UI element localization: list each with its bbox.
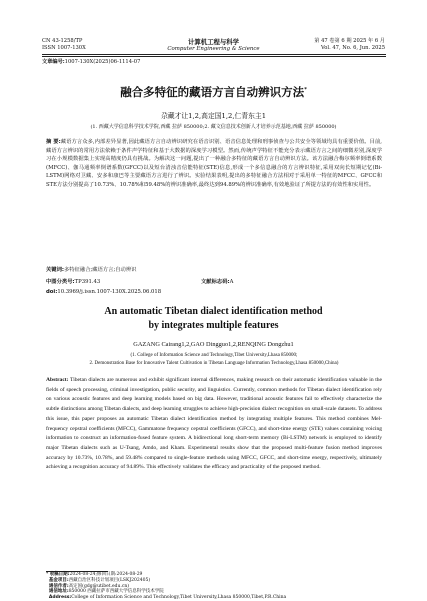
cn-authors: 尕藏才让1,2,高定国1,2,仁青东主1 [160, 112, 267, 120]
received-label: 收稿日期: [49, 572, 70, 577]
header-rule [42, 54, 386, 55]
issue-info [314, 38, 385, 52]
doc-code [201, 277, 233, 285]
fund-label: 基金项目: [48, 577, 69, 583]
cn-keywords [46, 265, 136, 273]
cn-abstract [46, 138, 382, 190]
cn-title-text: 融合多特征的藏语方言自动辨识方法 [120, 85, 305, 99]
en-title-line-2: by integrates multiple features [148, 320, 279, 331]
article-number-value: 1007-130X(2025)06-1114-07 [64, 59, 141, 65]
en-affiliation-line-2: 2. Demonstration Base for Innovative Talent Cultivation in Tibetan Language Information Technology,Lhasa 850000,China) [89, 360, 339, 366]
en-authors: GAZANG Cairang1,2,GAO Dingguo1,2,RENQING Dongzhu1 [133, 341, 294, 348]
cn-abstract-text: 藏语方言众多,内部差异显著,因此藏语方言自动辨识研究在语音识别、语音信息处理和刑事侦查与公共安全等领域均具有重要价值。目前,藏语方言辨识的常用方法依赖于条件声学特征和基于大数据的深度学习模型。然而,传统声学特征不能充分表示藏语方言之间的细微差别,深度学习在小规模数据集上实现高精度仍具有挑战。为解决这一问题,提出了一种融合多特征的藏语方言自动辨识方法。该方法融合梅尔频率倒谱系数(MFCC)、伽马通频率倒谱系数(GFCC)以及短台清浊音信能特征(STE)信息,形成一个多信息融合的方言辨识特征,采用双向长短期记忆(Bi-LSTM)网络对卫藏、安多和康巴等主要藏语方言进行了辨识。实验结果表明,提出的多特征融合方法相对于采用单一特征的MFCC、GFCC和STE方法分别提高了10.73%、10.78%和59.48%的辨识准确率,最终达到94.89%的辨识准确率,有效地验证了所提方法的有效性和实用性。 [46, 139, 382, 188]
page-header [0, 0, 427, 60]
en-title-line-1: An automatic Tibetan dialect identification method [104, 306, 323, 317]
clc-label: 中图分类号: [46, 279, 75, 285]
fund-value: 西藏自治区科技计划项目(LSKJ202405) [68, 577, 151, 583]
address-en-label: Address: [48, 595, 72, 601]
address-en-value: College of Information Science and Technology,Tibet University,Lhasa 850000,Tibet,P.R.China [71, 595, 287, 601]
en-abstract [46, 376, 382, 473]
issue-info-cn: 第 47 卷第 6 期 2025 年 6 月 [314, 38, 385, 44]
address-cn-label: 通信地址: [48, 589, 69, 595]
footnote-received: * 收稿日期:2024-08-24;修回日期:2024-08-29 [46, 572, 143, 577]
contact-label: 通信作者: [48, 583, 69, 589]
doc-code-label: 文献标志码: [201, 279, 230, 285]
cn-keywords-label: 关键词: [46, 267, 65, 273]
header-rule-2 [42, 56, 386, 57]
cn-title [0, 84, 427, 100]
doi [46, 289, 161, 295]
article-number-label: 文章编号: [42, 59, 65, 65]
issue-info-en: Vol. 47, No. 6, Jun. 2025 [321, 45, 385, 51]
en-abstract-label: Abstract: [46, 377, 69, 383]
cn-abstract-label: 摘 要: [46, 139, 61, 145]
received-value: 2024-08-24;修回日期:2024-08-29 [69, 572, 143, 577]
address-cn-value: 850000 西藏拉萨市西藏大学信息科学技术学院 [68, 589, 164, 595]
doi-value: 10.3969/j.issn.1007-130X.2025.06.018 [57, 289, 162, 295]
cn-affiliation: (1. 西藏大学信息科学技术学院,西藏 拉萨 850000;2. 藏文信息技术创新人才培养示范基地,西藏 拉萨 850000) [90, 124, 337, 130]
en-affiliation [46, 352, 382, 367]
footnote-address-en [46, 595, 386, 601]
en-affiliation-line-1: (1. College of Information Science and Technology,Tibet University,Lhasa 850000; [130, 353, 298, 358]
article-number [42, 58, 140, 65]
en-title [0, 305, 427, 333]
en-abstract-text: Tibetan dialects are numerous and exhibit significant internal differences, making research on their automatic identification valuable in the fields of speech processing, criminal investigation, public security, and linguistics. Currently, common methods for Tibetan dialect identification rely on various acoustic features and deep learning models based on big data. However, traditional acoustic features fail to effectively characterize the subtle distinctions among Tibetan dialects, and deep learning struggles to achieve high-precision dialect recognition on small-scale datasets. To address this issue, this paper proposes an automatic Tibetan dialect identification method by integrating multiple features. This method combines Mel-frequency cepstral coefficients (MFCC), Gammatone frequency cepstral coefficients (GFCC), and short-time energy (STE) values containing voicing information to construct an information-fused feature system. A bidirectional long short-term memory (Bi-LSTM) network is employed to identify major Tibetan dialects such as U-Tsang, Amdo, and Kham. Experimental results show that the proposed multi-feature fusion method improves accuracy by 10.73%, 10.78%, and 59.48% compared to single-feature methods using MFCC, GFCC, and short-time energy, respectively, ultimately achieving a recognition accuracy of 94.89%. This effectively validates the efficacy and practicality of the proposed method. [46, 377, 383, 471]
journal-name-en: Computer Engineering & Science [167, 46, 260, 52]
cn-title-mark: * [304, 87, 307, 94]
cn-code: CN 43-1258/TP [42, 38, 83, 44]
footnotes [46, 572, 386, 601]
cn-keywords-text: 多特征融合;藏语方言;自动辨识 [64, 267, 137, 273]
doc-code-value: A [229, 279, 234, 285]
cn-classification [46, 277, 346, 285]
clc-value: TP391.43 [74, 279, 101, 285]
contact-value: 高定国(gdg@utibet.edu.cn) [68, 583, 130, 589]
issn-code: ISSN 1007-130X [42, 45, 86, 51]
journal-name-cn: 计算机工程与科学 [187, 38, 240, 46]
doi-label: doi: [46, 289, 58, 295]
